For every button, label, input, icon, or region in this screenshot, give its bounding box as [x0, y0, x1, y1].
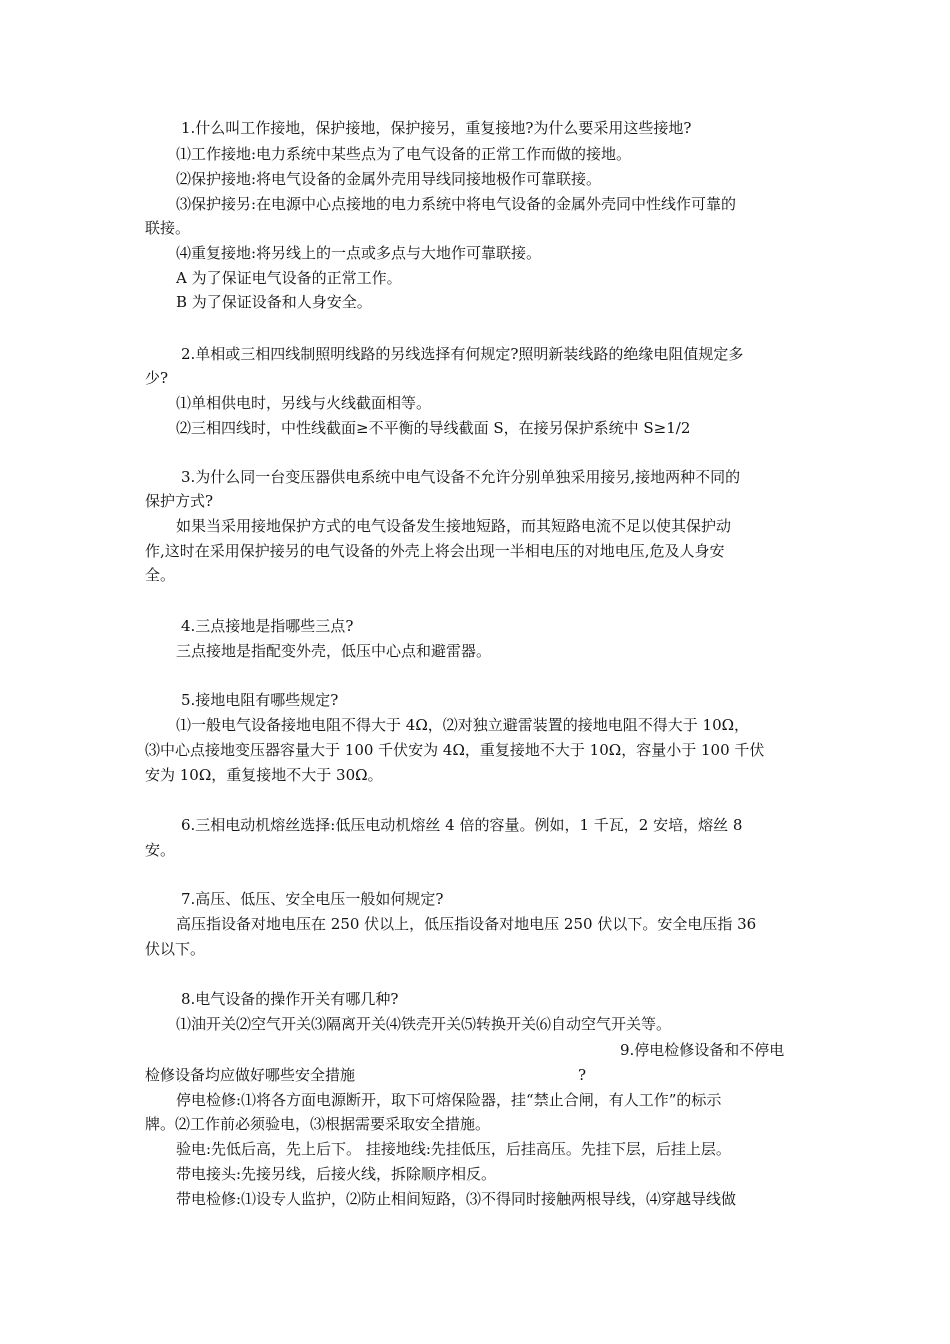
q1-line-a: A 为了保证电气设备的正常工作。 [176, 269, 402, 287]
q3-title: 3.为什么同一台变压器供电系统中电气设备不允许分别单独采用接另,接地两种不同的 [181, 468, 741, 486]
q2-line-1: ⑴单相供电时，另线与火线截面相等。 [176, 394, 432, 412]
q8-title: 8.电气设备的操作开关有哪几种? [181, 990, 399, 1008]
q9-question-mark: ? [578, 1066, 587, 1084]
q1-line-1: ⑴工作接地:电力系统中某些点为了电气设备的正常工作而做的接地。 [176, 145, 632, 163]
q1-line-3-cont: 联接。 [145, 219, 191, 237]
q1-line-b: B 为了保证设备和人身安全。 [176, 293, 372, 311]
q3-line-3: 全。 [145, 566, 176, 584]
q4-title: 4.三点接地是指哪些三点? [181, 617, 354, 635]
q7-line-1: 高压指设备对地电压在 250 伏以上，低压指设备对地电压 250 伏以下。安全电压指 36 [176, 915, 757, 933]
q5-title: 5.接地电阻有哪些规定? [181, 691, 339, 709]
q1-line-3: ⑶保护接另:在电源中心点接地的电力系统中将电气设备的金属外壳同中性线作可靠的 [176, 195, 737, 213]
q1-title: 1.什么叫工作接地，保护接地，保护接另，重复接地?为什么要采用这些接地? [181, 119, 692, 137]
q9-line-4: 带电接头:先接另线，后接火线，拆除顺序相反。 [176, 1165, 497, 1183]
q2-title: 2.单相或三相四线制照明线路的另线选择有何规定?照明新装线路的绝缘电阻值规定多 [181, 345, 744, 363]
q2-line-2: ⑵三相四线时，中性线截面≥不平衡的导线截面 S，在接另保护系统中 S≥1/2 [176, 419, 691, 437]
q4-line-1: 三点接地是指配变外壳，低压中心点和避雷器。 [176, 642, 492, 660]
q5-line-2: ⑶中心点接地变压器容量大于 100 千伏安为 4Ω，重复接地不大于 10Ω，容量小于 100 千伏 [145, 741, 765, 759]
q9-line-1: 停电检修:⑴将各方面电源断开，取下可熔保险器，挂“禁止合闸，有人工作”的标示 [176, 1091, 722, 1109]
q5-line-3: 安为 10Ω，重复接地不大于 30Ω。 [145, 766, 383, 784]
q8-line-1: ⑴油开关⑵空气开关⑶隔离开关⑷铁壳开关⑸转换开关⑹自动空气开关等。 [176, 1015, 672, 1033]
q3-title-cont: 保护方式? [145, 492, 214, 510]
q9-title-cont: 检修设备均应做好哪些安全措施 [145, 1066, 356, 1084]
q9-line-3: 验电:先低后高，先上后下。 挂接地线:先挂低压，后挂高压。先挂下层，后挂上层。 [176, 1140, 731, 1158]
q7-line-2: 伏以下。 [145, 940, 206, 958]
q1-line-4: ⑷重复接地:将另线上的一点或多点与大地作可靠联接。 [176, 244, 542, 262]
q9-title: 9.停电检修设备和不停电 [620, 1041, 785, 1059]
q5-line-1: ⑴一般电气设备接地电阻不得大于 4Ω，⑵对独立避雷装置的接地电阻不得大于 10Ω， [176, 716, 750, 734]
q6-title: 6.三相电动机熔丝选择:低压电动机熔丝 4 倍的容量。例如，1 千瓦，2 安培，熔丝 8 [181, 816, 743, 834]
q2-title-cont: 少? [145, 369, 169, 387]
q9-line-2: 牌。⑵工作前必须验电，⑶根据需要采取安全措施。 [145, 1115, 491, 1133]
q3-line-1: 如果当采用接地保护方式的电气设备发生接地短路，而其短路电流不足以使其保护动 [176, 517, 732, 535]
q9-line-5: 带电检修:⑴设专人监护，⑵防止相间短路，⑶不得同时接触两根导线，⑷穿越导线做 [176, 1190, 737, 1208]
q7-title: 7.高压、低压、安全电压一般如何规定? [181, 890, 444, 908]
q6-title-cont: 安。 [145, 841, 176, 859]
q3-line-2: 作,这时在采用保护接另的电气设备的外壳上将会出现一半相电压的对地电压,危及人身安 [145, 542, 725, 560]
q1-line-2: ⑵保护接地:将电气设备的金属外壳用导线同接地极作可靠联接。 [176, 170, 602, 188]
